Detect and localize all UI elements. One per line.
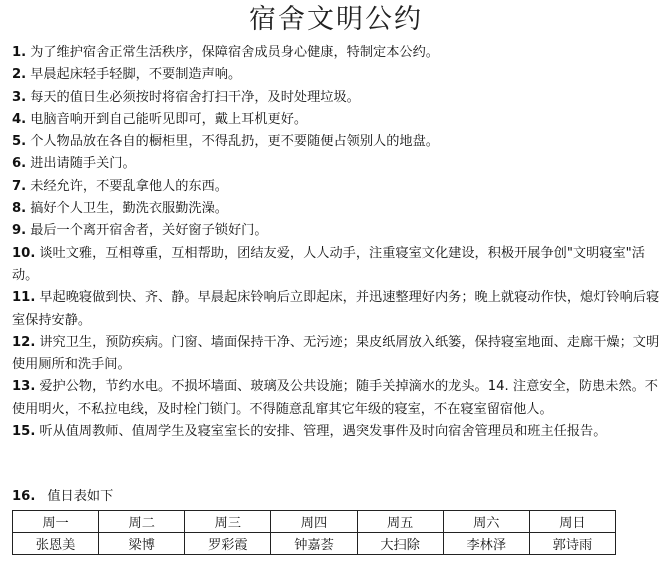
rule-item — [12, 332, 660, 377]
name-cell: 大扫除 — [357, 533, 443, 555]
rule-text: 个人物品放在各自的橱柜里，不得乱扔，更不要随便占领别人的地盘。 — [30, 134, 439, 150]
rule-item — [12, 421, 660, 443]
day-cell: 周日 — [529, 511, 615, 533]
day-cell: 周五 — [357, 511, 443, 533]
rule-text: 进出请随手关门。 — [30, 156, 136, 172]
rule-item — [12, 287, 660, 332]
rule-number: 2. — [12, 67, 27, 83]
schedule-heading — [12, 486, 113, 508]
rule-text: 最后一个离开宿舍者，关好窗子锁好门。 — [30, 223, 268, 239]
rule-number: 7. — [12, 178, 27, 194]
table-header-row — [13, 511, 616, 533]
rule-item — [12, 42, 660, 64]
day-cell: 周六 — [443, 511, 529, 533]
rule-text: 讲究卫生，预防疾病。门窗、墙面保持干净、无污迹；果皮纸屑放入纸篓，保持寝室地面、走廊干燥；文明使用厕所和洗手间。 — [12, 334, 660, 373]
rule-number: 6. — [12, 156, 27, 172]
name-cell: 罗彩霞 — [185, 533, 271, 555]
rule-number: 16. — [12, 489, 36, 504]
name-cell: 梁博 — [99, 533, 185, 555]
rule-text: 电脑音响开到自己能听见即可，戴上耳机更好。 — [30, 111, 308, 127]
rule-number: 5. — [12, 134, 27, 150]
rule-text: 每天的值日生必须按时将宿舍打扫干净，及时处理垃圾。 — [30, 89, 360, 105]
duty-schedule-table — [12, 510, 616, 555]
rule-number: 9. — [12, 223, 27, 239]
day-cell: 周二 — [99, 511, 185, 533]
rule-number: 11. — [12, 290, 36, 306]
schedule-title: 值日表如下 — [47, 489, 114, 504]
rule-item — [12, 198, 660, 220]
rule-text: 搞好个人卫生，勤洗衣服勤洗澡。 — [30, 201, 228, 217]
rule-number: 12. — [12, 334, 36, 350]
rule-item — [12, 243, 660, 288]
rules-list — [12, 42, 660, 443]
day-cell: 周一 — [13, 511, 99, 533]
rule-item — [12, 176, 660, 198]
rule-number: 15. — [12, 424, 36, 440]
name-cell: 钟嘉荟 — [271, 533, 357, 555]
rule-item — [12, 131, 660, 153]
rule-text: 谈吐文雅，互相尊重，互相帮助，团结友爱，人人动手，注重寝室文化建设，积极开展争创"文明寝室"活动。 — [12, 245, 645, 283]
day-cell: 周三 — [185, 511, 271, 533]
rule-number: 8. — [12, 201, 27, 217]
table-row — [13, 533, 616, 555]
rule-text: 未经允许，不要乱拿他人的东西。 — [30, 178, 228, 194]
rule-number: 1. — [12, 45, 27, 60]
rule-item — [12, 109, 660, 131]
rule-text: 听从值周教师、值周学生及寝室室长的安排、管理，遇突发事件及时向宿舍管理员和班主任报告。 — [39, 424, 607, 440]
document-title: 宿舍文明公约 — [249, 4, 423, 35]
rule-text: 早晨起床轻手轻脚，不要制造声响。 — [30, 67, 242, 83]
rule-item — [12, 87, 660, 109]
name-cell: 李林泽 — [443, 533, 529, 555]
rule-item — [12, 153, 660, 175]
name-cell: 郭诗雨 — [529, 533, 615, 555]
day-cell: 周四 — [271, 511, 357, 533]
rule-item — [12, 64, 660, 86]
rule-number: 10. — [12, 245, 36, 261]
name-cell: 张恩美 — [13, 533, 99, 555]
rule-number: 13. — [12, 379, 36, 395]
rule-item — [12, 376, 660, 421]
rule-text: 爱护公物，节约水电。不损坏墙面、玻璃及公共设施；随手关掉滴水的龙头。14. 注意安全，防患未然。不使用明火，不私拉电线，及时栓门锁门。不得随意乱窜其它年级的寝室，不在寝室留宿他人。 — [12, 379, 658, 417]
rule-item — [12, 220, 660, 242]
rule-text: 早起晚寝做到快、齐、静。早晨起床铃响后立即起床，并迅速整理好内务；晚上就寝动作快，熄灯铃响后寝室保持安静。 — [12, 290, 660, 328]
rule-number: 4. — [12, 111, 27, 127]
rule-text: 为了维护宿舍正常生活秩序，保障宿舍成员身心健康，特制定本公约。 — [30, 45, 439, 60]
rule-number: 3. — [12, 89, 27, 105]
